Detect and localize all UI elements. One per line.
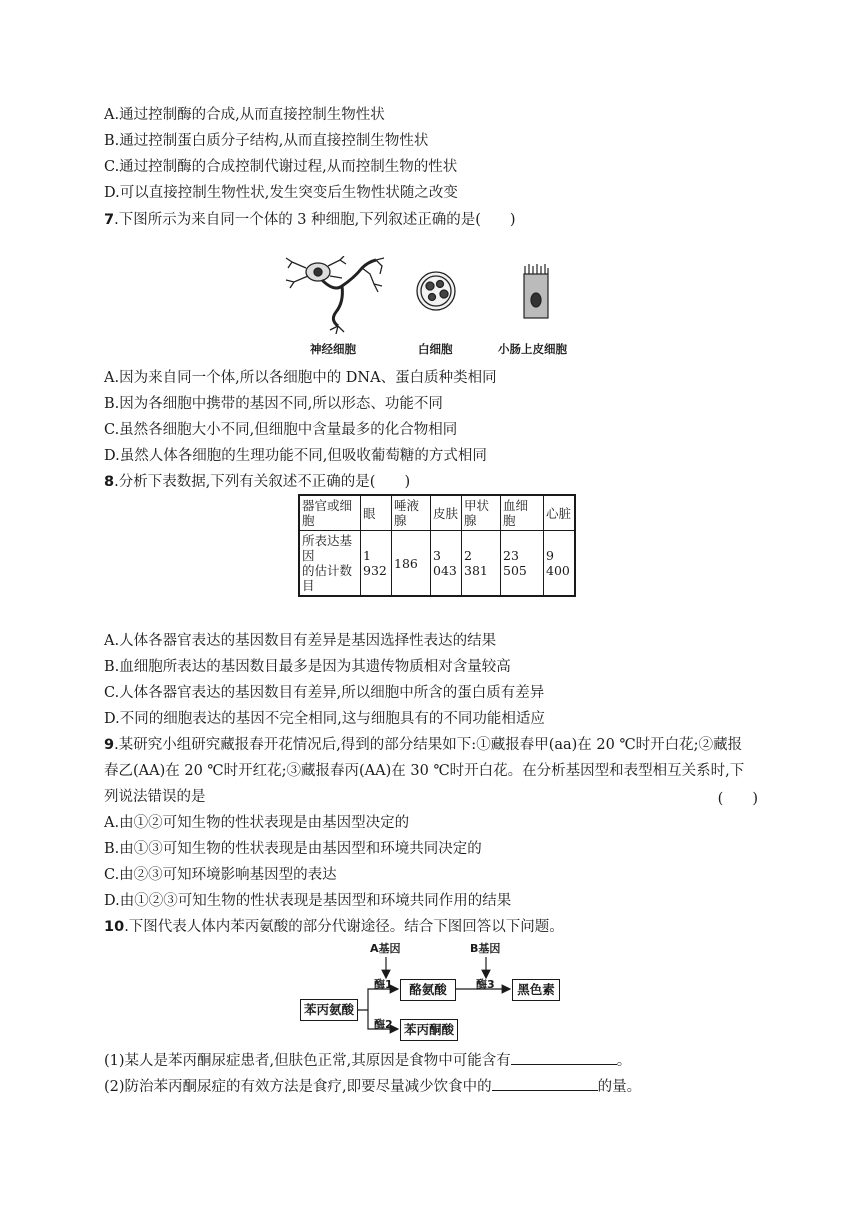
q10-sub1-end: 。 [616, 1053, 632, 1069]
q10-sub2-end: 的量。 [597, 1079, 642, 1095]
q6-option-b: B.通过控制蛋白质分子结构,从而直接控制生物性状 [104, 133, 429, 149]
table-header-cell: 皮肤 [431, 495, 462, 531]
table-cell: 186 [392, 531, 431, 597]
q9-option-b: B.由①③可知生物的性状表现是由基因型和环境共同决定的 [104, 841, 482, 857]
q10-sub1 [104, 1050, 631, 1071]
table-header-cell: 甲状 腺 [462, 495, 501, 531]
table-cell: 所表达基 因 的估计数 目 [299, 531, 361, 597]
table-cell: 9 400 [544, 531, 576, 597]
q10-sub2 [104, 1076, 641, 1097]
table-header-cell: 心脏 [544, 495, 576, 531]
q6-option-a: A.通过控制酶的合成,从而直接控制生物性状 [104, 107, 385, 123]
q6-option-d: D.可以直接控制生物性状,发生突变后生物性状随之改变 [104, 185, 458, 201]
q8-option-b: B.血细胞所表达的基因数目最多是因为其遗传物质相对含量较高 [104, 659, 511, 675]
table-cell: 23 505 [501, 531, 544, 597]
table-cell: 1 932 [361, 531, 392, 597]
gene-b-label: B基因 [470, 942, 501, 955]
table-header-cell: 唾液 腺 [392, 495, 431, 531]
q10-number: 10 [104, 919, 125, 935]
q8-option-a: A.人体各器官表达的基因数目有差异是基因选择性表达的结果 [104, 633, 497, 649]
q9-stem-text1: .某研究小组研究藏报春开花情况后,得到的部分结果如下:①藏报春甲(aa)在 20 ℃时开白花;②藏报 [114, 737, 743, 753]
q8-option-c: C.人体各器官表达的基因数目有差异,所以细胞中所含的蛋白质有差异 [104, 685, 545, 701]
q7-option-a: A.因为来自同一个体,所以各细胞中的 DNA、蛋白质种类相同 [104, 370, 497, 386]
table-header-cell: 器官或细 胞 [299, 495, 361, 531]
q7-number: 7 [104, 212, 115, 228]
q9-answer-paren: ( ) [717, 791, 758, 807]
q9-option-a: A.由①②可知生物的性状表现是由基因型决定的 [104, 815, 410, 831]
q7-option-b: B.因为各细胞中携带的基因不同,所以形态、功能不同 [104, 396, 443, 412]
tyrosine-box: 酪氨酸 [400, 979, 456, 1001]
table-cell: 3 043 [431, 531, 462, 597]
caption-intestinal-cell: 小肠上皮细胞 [498, 342, 567, 356]
q9-option-d: D.由①②③可知生物的性状表现是基因型和环境共同作用的结果 [104, 893, 512, 909]
q8-stem-text: .分析下表数据,下列有关叙述不正确的是( ) [114, 474, 411, 490]
q10-sub1-text: (1)某人是苯丙酮尿症患者,但肤色正常,其原因是食物中可能含有 [104, 1053, 511, 1069]
table-header-cell: 眼 [361, 495, 392, 531]
q9-number: 9 [104, 737, 115, 753]
q9-option-c: C.由②③可知环境影响基因型的表达 [104, 867, 337, 883]
melanin-box: 黑色素 [512, 979, 560, 1001]
caption-white-blood-cell: 白细胞 [418, 342, 453, 356]
q10-sub2-text: (2)防治苯丙酮尿症的有效方法是食疗,即要尽量减少饮食中的 [104, 1079, 492, 1095]
q7-option-c: C.虽然各细胞大小不同,但细胞中含量最多的化合物相同 [104, 422, 458, 438]
enzyme3-label: 酶3 [476, 978, 495, 991]
enzyme2-label: 酶2 [374, 1018, 393, 1031]
q10-stem-text: .下图代表人体内苯丙氨酸的部分代谢途径。结合下图回答以下问题。 [124, 919, 564, 935]
table-header-cell: 血细 胞 [501, 495, 544, 531]
phenylalanine-box: 苯丙氨酸 [300, 999, 358, 1021]
phenylpyruvic-acid-box: 苯丙酮酸 [400, 1019, 458, 1041]
q9-stem-line2: 春乙(AA)在 20 ℃时开红花;③藏报春丙(AA)在 30 ℃时开白花。在分析基因型和表型相互关系时,下 [104, 763, 745, 779]
caption-neuron: 神经细胞 [310, 342, 356, 356]
q6-option-c: C.通过控制酶的合成控制代谢过程,从而控制生物的性状 [104, 159, 458, 175]
enzyme1-label: 酶1 [374, 978, 393, 991]
table-cell: 2 381 [462, 531, 501, 597]
q9-stem-line3: 列说法错误的是 [104, 789, 206, 805]
gene-a-label: A基因 [370, 942, 401, 955]
q10-answer-blank-1[interactable] [511, 1050, 617, 1065]
q8-option-d: D.不同的细胞表达的基因不完全相同,这与细胞具有的不同功能相适应 [104, 711, 545, 727]
q7-stem-text: .下图所示为来自同一个体的 3 种细胞,下列叙述正确的是( ) [114, 212, 516, 228]
q10-answer-blank-2[interactable] [492, 1076, 598, 1091]
q8-number: 8 [104, 474, 115, 490]
q7-option-d: D.虽然人体各细胞的生理功能不同,但吸收葡萄糖的方式相同 [104, 448, 487, 464]
